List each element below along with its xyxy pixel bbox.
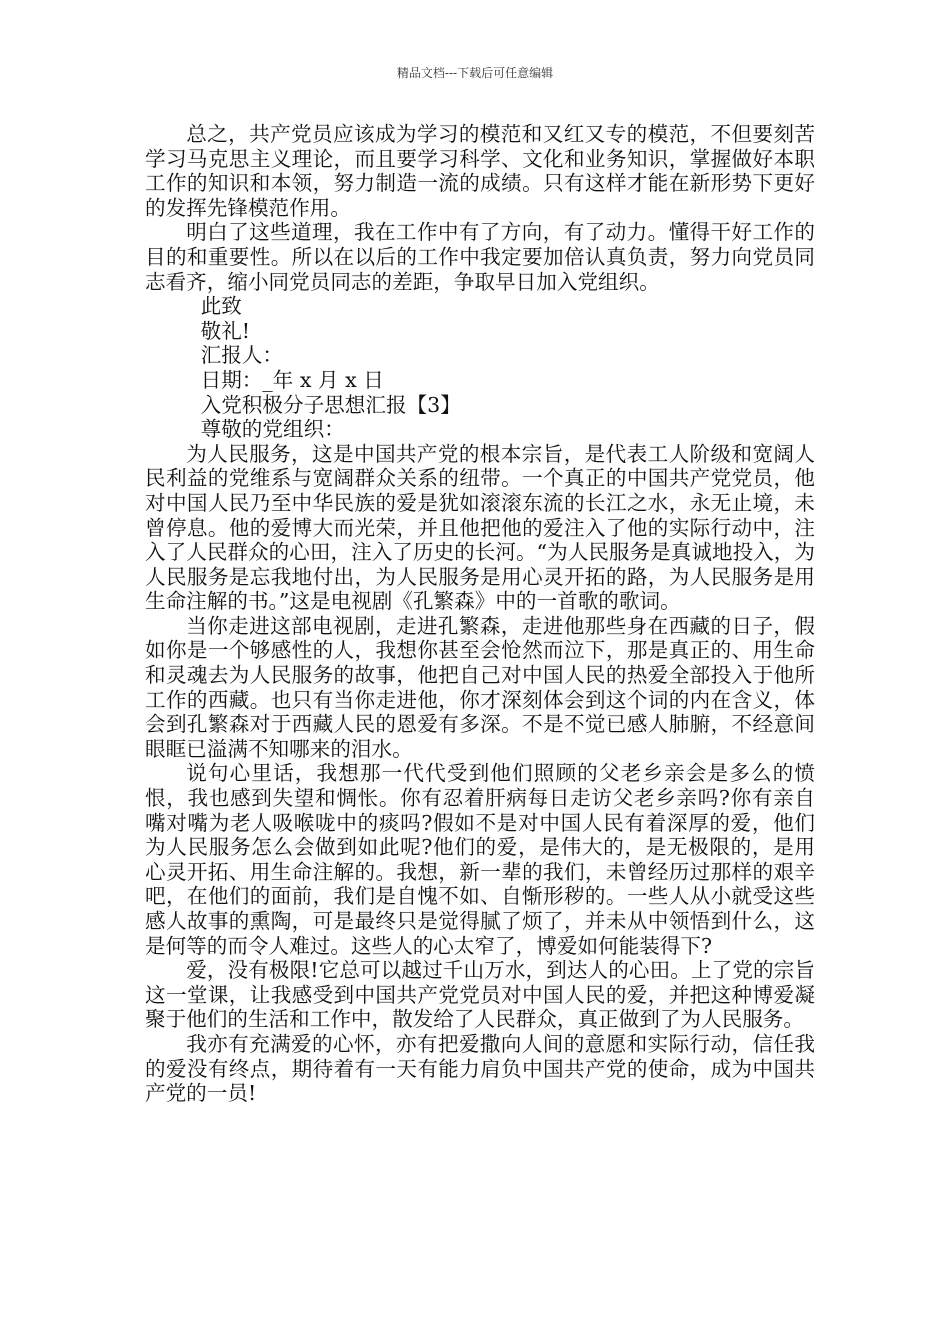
paragraph-4: 当你走进这部电视剧，走进孔繁森，走进他那些身在西藏的日子，假如你是一个够感性的人，我想你甚至会怆然而泣下，那是真正的、用生命和灵魂去为人民服务的故事，他把自己对中国人民的热爱全部投入于他所工作的西藏。也只有当你走进他，你才深刻体会到这个词的内在含义，体会到孔繁森对于西藏人民的恩爱有多深。不是不觉已感人肺腑，不经意间眼眶已溢满不知哪来的泪水。: [145, 613, 815, 761]
paragraph-6: 爱，没有极限!它总可以越过千山万水，到达人的心田。上了党的宗旨这一堂课，让我感受到中国共产党党员对中国人民的爱，并把这种博爱凝聚于他们的生活和工作中，散发给了人民群众，真正做到了为人民服务。: [145, 958, 815, 1032]
closing-line: 此致: [200, 294, 242, 319]
paragraph-3: 为人民服务，这是中国共产党的根本宗旨，是代表工人阶级和宽阔人民利益的党维系与宽阔群众关系的纽带。一个真正的中国共产党党员，他对中国人民乃至中华民族的爱是犹如滚滚东流的长江之水，永无止境，未曾停息。他的爱博大而光荣，并且他把他的爱注入了他的实际行动中，注入了人民群众的心田，注入了历史的长河。“为人民服务是真诚地投入，为人民服务是忘我地付出，为人民服务是用心灵开拓的路，为人民服务是用生命注解的书。”这是电视剧《孔繁森》中的一首歌的歌词。: [145, 441, 815, 614]
paragraph-7: 我亦有充满爱的心怀，亦有把爱撒向人间的意愿和实际行动，信任我的爱没有终点，期待着有一天有能力肩负中国共产党的使命，成为中国共产党的一员!: [145, 1031, 815, 1106]
section-title: 入党积极分子思想汇报【3】: [200, 392, 461, 417]
greeting-line: 尊敬的党组织：: [200, 417, 345, 442]
reporter-line: 汇报人：: [200, 343, 283, 368]
document-body: [145, 122, 815, 1106]
paragraph-2: 明白了这些道理，我在工作中有了方向，有了动力。懂得干好工作的目的和重要性。所以在以后的工作中我定要加倍认真负责，努力向党员同志看齐，缩小同党员同志的差距，争取早日加入党组织。: [145, 220, 815, 294]
date-line: 日期：_年 x 月 x 日: [200, 367, 384, 392]
paragraph-5: 说句心里话，我想那一代代受到他们照顾的父老乡亲会是多么的愤恨，我也感到失望和惆怅。你有忍着肝病每日走访父老乡亲吗?你有亲自嘴对嘴为老人吸喉咙中的痰吗?假如不是对中国人民有着深厚的爱，他们为人民服务怎么会做到如此呢?他们的爱，是伟大的，是无极限的，是用心灵开拓、用生命注解的。我想，新一辈的我们，未曾经历过那样的艰辛吧，在他们的面前，我们是自愧不如、自惭形秽的。一些人从小就受这些感人故事的熏陶，可是最终只是觉得腻了烦了，并未从中领悟到什么，这是何等的而令人难过。这些人的心太窄了，博爱如何能装得下?: [145, 761, 815, 958]
page-header: 精品文档---下载后可任意编辑: [396, 66, 554, 80]
paragraph-1: 总之，共产党员应该成为学习的模范和又红又专的模范，不但要刻苦学习马克思主义理论，而且要学习科学、文化和业务知识，掌握做好本职工作的知识和本领，努力制造一流的成绩。只有这样才能在新形势下更好的发挥先锋模范作用。: [145, 122, 815, 220]
salute-line: 敬礼!: [200, 318, 251, 343]
